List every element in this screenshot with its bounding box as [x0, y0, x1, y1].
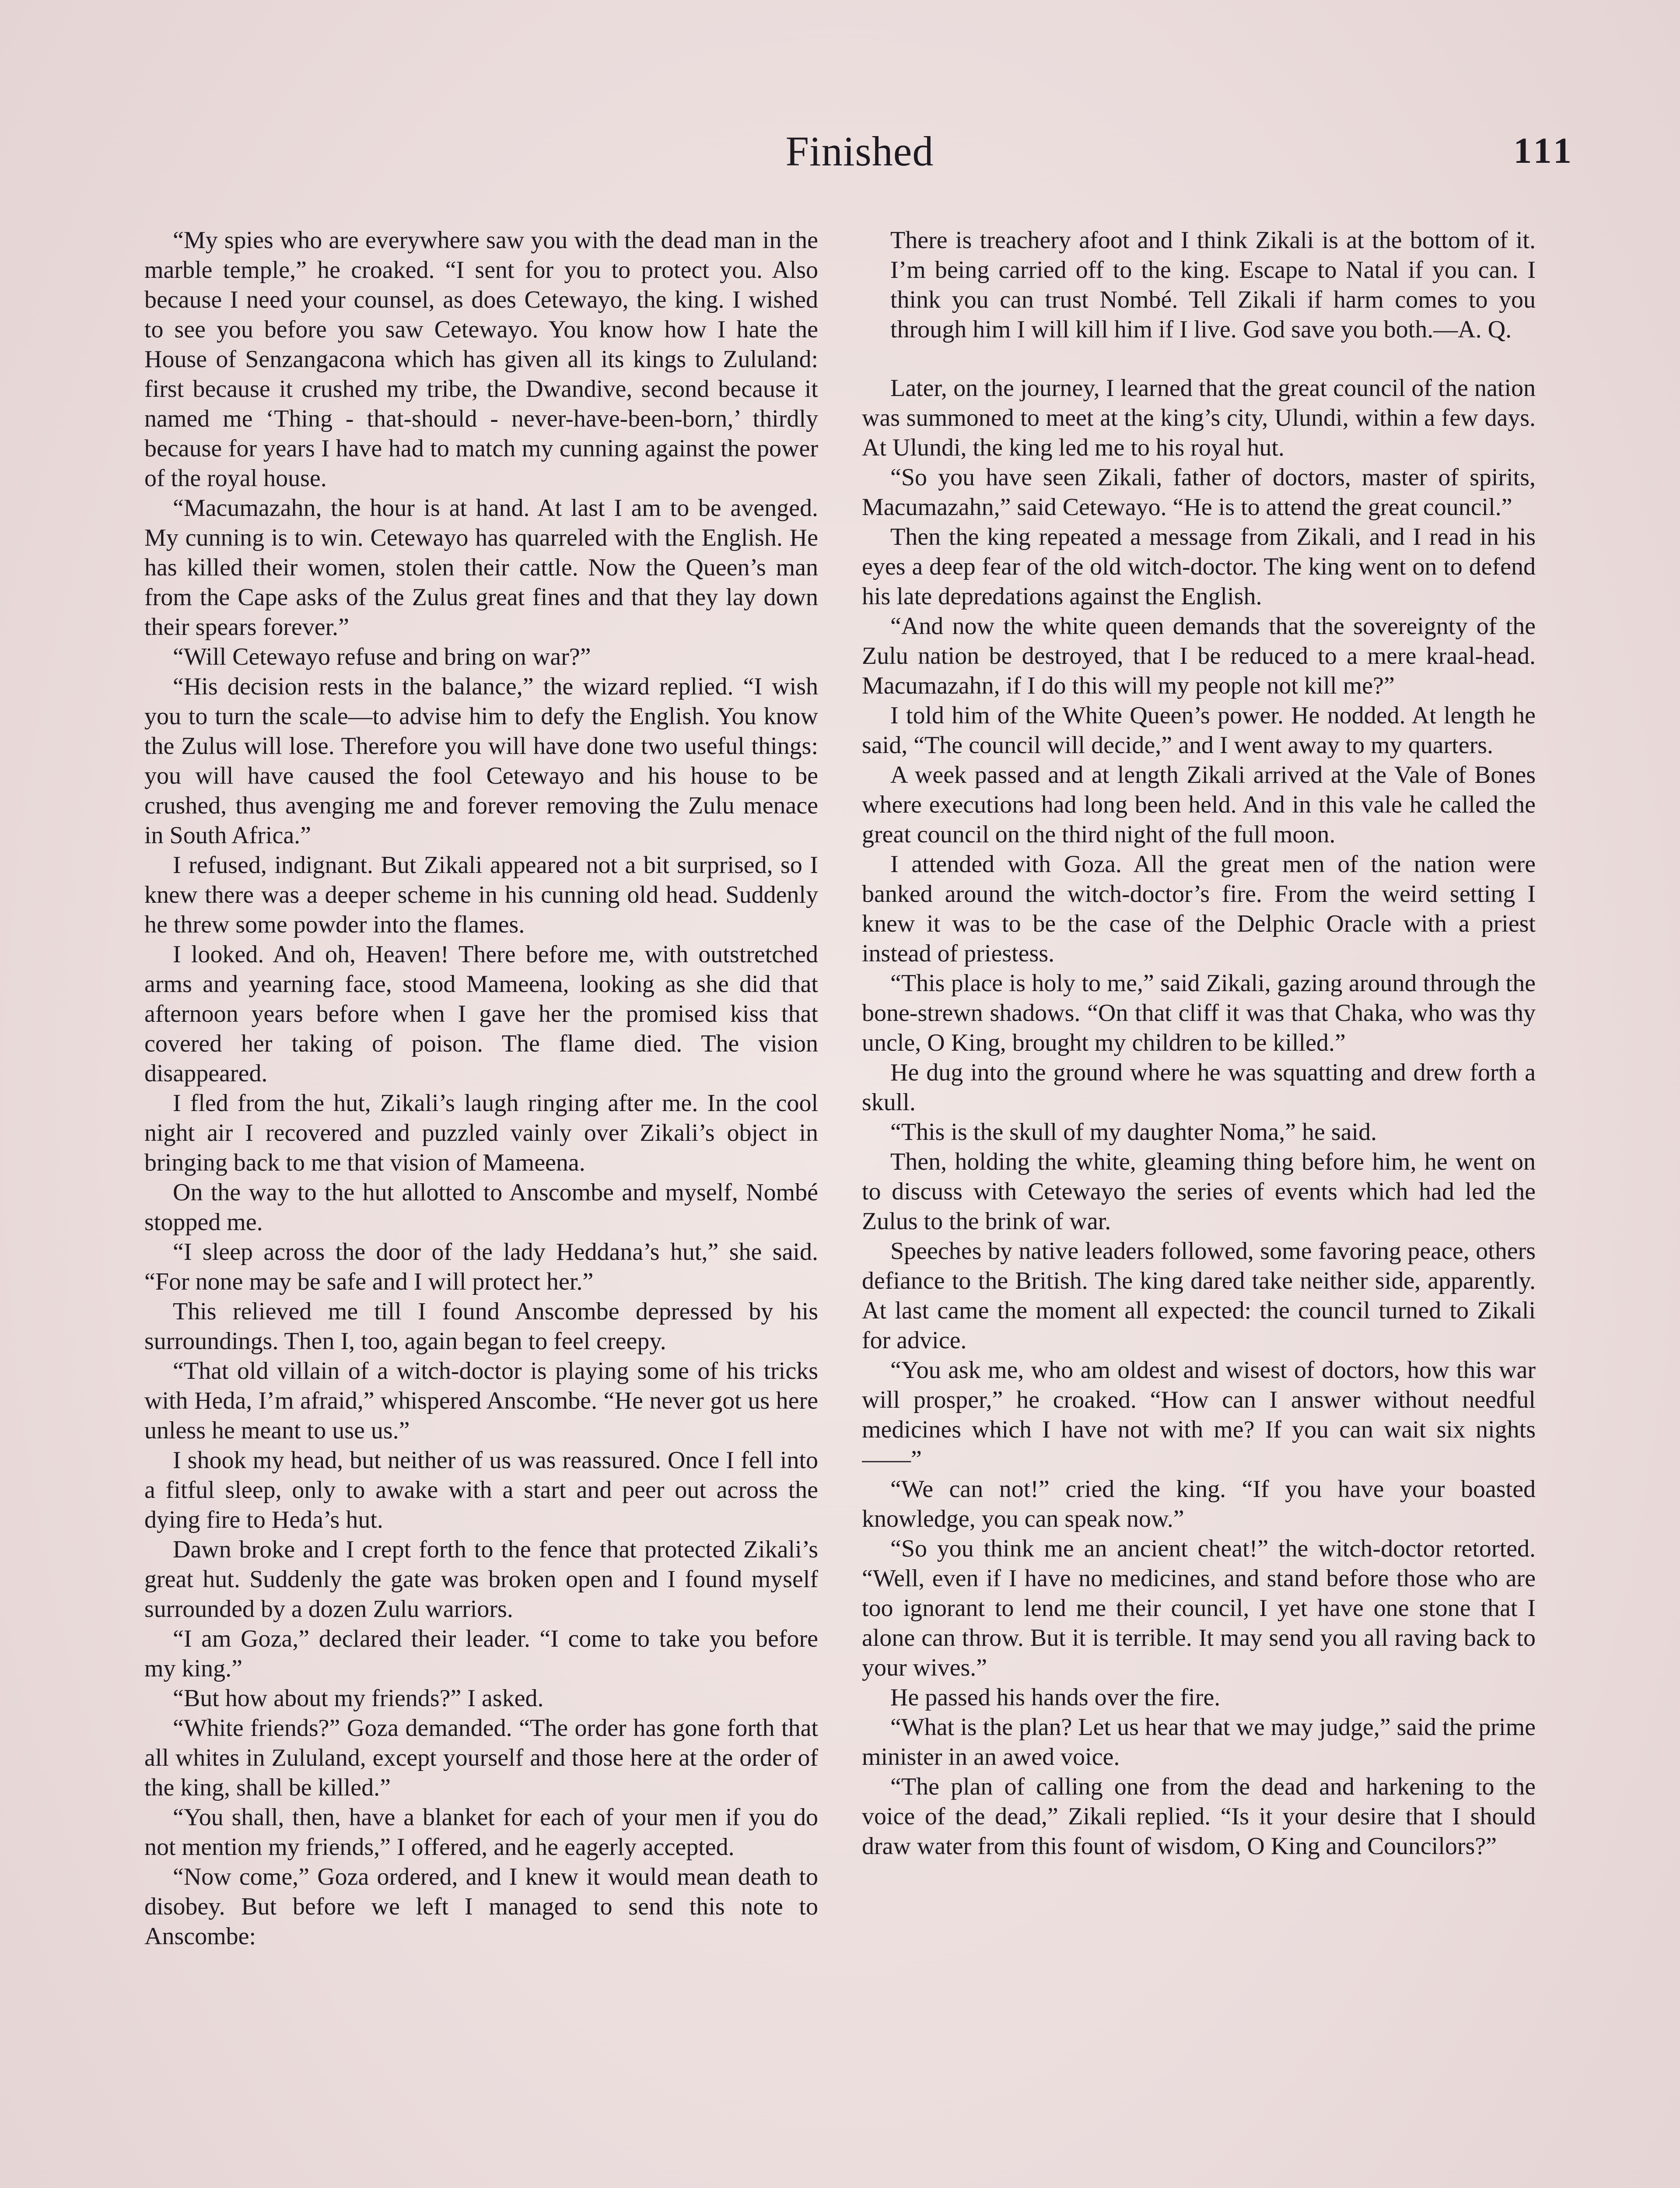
paragraph: “This place is holy to me,” said Zikali, gazing around through the bone-strewn shadows. “On that cliff it was that Chaka, who was thy uncle, O King, brought my children to be killed.”	[862, 970, 1536, 1056]
page-number: 111	[1513, 130, 1575, 171]
paragraph: “I sleep across the door of the lady Heddana’s hut,” she said. “For none may be safe and I will protect her.”	[144, 1238, 818, 1295]
paragraph: “So you think me an ancient cheat!” the witch-doctor retorted. “Well, even if I have no medicines, and stand before those who are too ignorant to lend me their council, I yet have one stone that I alone can throw. But it is terrible. It may send you all raving back to your wives.”	[862, 1535, 1536, 1681]
paragraph: “And now the white queen demands that the sovereignty of the Zulu nation be destroyed, that I be reduced to a mere kraal-head. Macumazahn, if I do this will my people not kill me?”	[862, 613, 1536, 699]
paragraph: “My spies who are everywhere saw you with the dead man in the marble temple,” he croaked. “I sent for you to protect you. Also because I need your counsel, as does Cetewayo, the king. I wished to see you before you saw Cetewayo. You know how I hate the House of Senzangacona which has given all its kings to Zululand: first because it crushed my tribe, the Dwandive, second because it named me ‘Thing - that-should - never-have-been-born,’ thirdly because for years I have had to match my cunning against the power of the royal house.	[144, 227, 818, 492]
paragraph: “Will Cetewayo refuse and bring on war?”	[173, 643, 591, 670]
paragraph: I refused, indignant. But Zikali appeared not a bit surprised, so I knew there was a deeper scheme in his cunning old head. Suddenly he threw some powder into the flames.	[144, 852, 818, 938]
paragraph: Later, on the journey, I learned that the great council of the nation was summoned to meet at the king’s city, Ulundi, within a few days. At Ulundi, the king led me to his royal hut.	[862, 375, 1536, 461]
paragraph: On the way to the hut allotted to Anscombe and myself, Nombé stopped me.	[144, 1179, 818, 1236]
paragraph: “Now come,” Goza ordered, and I knew it would mean death to disobey. But before we left I managed to send this note to Anscombe:	[144, 1863, 818, 1950]
paragraph: “You shall, then, have a blanket for each of your men if you do not mention my friends,” I offered, and he eagerly accepted.	[144, 1804, 818, 1861]
paragraph: I looked. And oh, Heaven! There before me, with outstretched arms and yearning face, stood Mameena, looking as she did that afternoon years before when I gave her the promised kiss that covered her taking of poison. The flame died. The vision disappeared.	[144, 941, 818, 1087]
paragraph: Then, holding the white, gleaming thing before him, he went on to discuss with Cetewayo the series of events which had led the Zulus to the brink of war.	[862, 1148, 1536, 1235]
left-column	[144, 225, 818, 2188]
paragraph: I told him of the White Queen’s power. He nodded. At length he said, “The council will decide,” and I went away to my quarters.	[862, 702, 1536, 759]
paragraph: “But how about my friends?” I asked.	[173, 1685, 544, 1712]
paragraph: “Macumazahn, the hour is at hand. At last I am to be avenged. My cunning is to win. Cetewayo has quarreled with the English. He has killed their women, stolen their cattle. Now the Queen’s man from the Cape asks of the Zulus great fines and that they lay down their spears forever.”	[144, 494, 818, 641]
paragraph: “You ask me, who am oldest and wisest of doctors, how this war will prosper,” he croaked. “How can I answer without needful medicines which I have not with me? If you can wait six nights——”	[862, 1357, 1536, 1473]
paragraph: “What is the plan? Let us hear that we may judge,” said the prime minister in an awed voice.	[862, 1714, 1536, 1771]
paragraph: He passed his hands over the fire.	[890, 1684, 1221, 1711]
running-head	[144, 127, 1575, 184]
paragraph: “His decision rests in the balance,” the wizard replied. “I wish you to turn the scale—to advise him to defy the English. You know the Zulus will lose. Therefore you will have done two useful things: you will have caused the fool Cetewayo and his house to be crushed, thus avenging me and forever removing the Zulu menace in South Africa.”	[144, 673, 818, 849]
paragraph: “This is the skull of my daughter Noma,” he said.	[890, 1119, 1377, 1146]
paragraph: “White friends?” Goza demanded. “The order has gone forth that all whites in Zululand, except yourself and those here at the order of the king, shall be killed.”	[144, 1715, 818, 1801]
paragraph: Speeches by native leaders followed, some favoring peace, others defiance to the British. The king dared take neither side, apparently. At last came the moment all expected: the council turned to Zikali for advice.	[862, 1238, 1536, 1354]
paragraph: “We can not!” cried the king. “If you have your boasted knowledge, you can speak now.”	[862, 1476, 1536, 1532]
paragraph: He dug into the ground where he was squatting and drew forth a skull.	[862, 1059, 1536, 1116]
paragraph: I attended with Goza. All the great men of the nation were banked around the witch-doctor’s fire. From the weird setting I knew it was to be the case of the Delphic Oracle with a priest instead of priestess.	[862, 851, 1536, 967]
paragraph: “That old villain of a witch-doctor is playing some of his tricks with Heda, I’m afraid,” whispered Anscombe. “He never got us here unless he meant to use us.”	[144, 1357, 818, 1444]
paragraph: I shook my head, but neither of us was reassured. Once I fell into a fitful sleep, only to awake with a start and peer out across the dying fire to Heda’s hut.	[144, 1447, 818, 1533]
paragraph: Then the king repeated a message from Zikali, and I read in his eyes a deep fear of the old witch-doctor. The king went on to defend his late depredations against the English.	[862, 523, 1536, 610]
paragraph: “The plan of calling one from the dead and harkening to the voice of the dead,” Zikali replied. “Is it your desire that I should draw water from this fount of wisdom, O King and Councilors?”	[862, 1773, 1536, 1860]
paragraph: This relieved me till I found Anscombe depressed by his surroundings. Then I, too, again began to feel creepy.	[144, 1298, 818, 1355]
paragraph: “I am Goza,” declared their leader. “I come to take you before my king.”	[144, 1625, 818, 1682]
paragraph: I fled from the hut, Zikali’s laugh ringing after me. In the cool night air I recovered and puzzled vainly over Zikali’s object in bringing back to me that vision of Mameena.	[144, 1090, 818, 1176]
paragraph: “So you have seen Zikali, father of doctors, master of spirits, Macumazahn,” said Cetewayo. “He is to attend the great council.”	[862, 464, 1536, 521]
quoted-note: There is treachery afoot and I think Zikali is at the bottom of it. I’m being carried off to the king. Escape to Natal if you can. I think you can trust Nombé. Tell Zikali if harm comes to you through him I will kill him if I live. God save you both.—A. Q.	[890, 227, 1536, 343]
running-title: Finished	[785, 128, 934, 175]
right-column	[862, 225, 1536, 2188]
paragraph: Dawn broke and I crept forth to the fence that protected Zikali’s great hut. Suddenly the gate was broken open and I found myself surrounded by a dozen Zulu warriors.	[144, 1536, 818, 1623]
paragraph: A week passed and at length Zikali arrived at the Vale of Bones where executions had long been held. And in this vale he called the great council on the third night of the full moon.	[862, 761, 1536, 848]
